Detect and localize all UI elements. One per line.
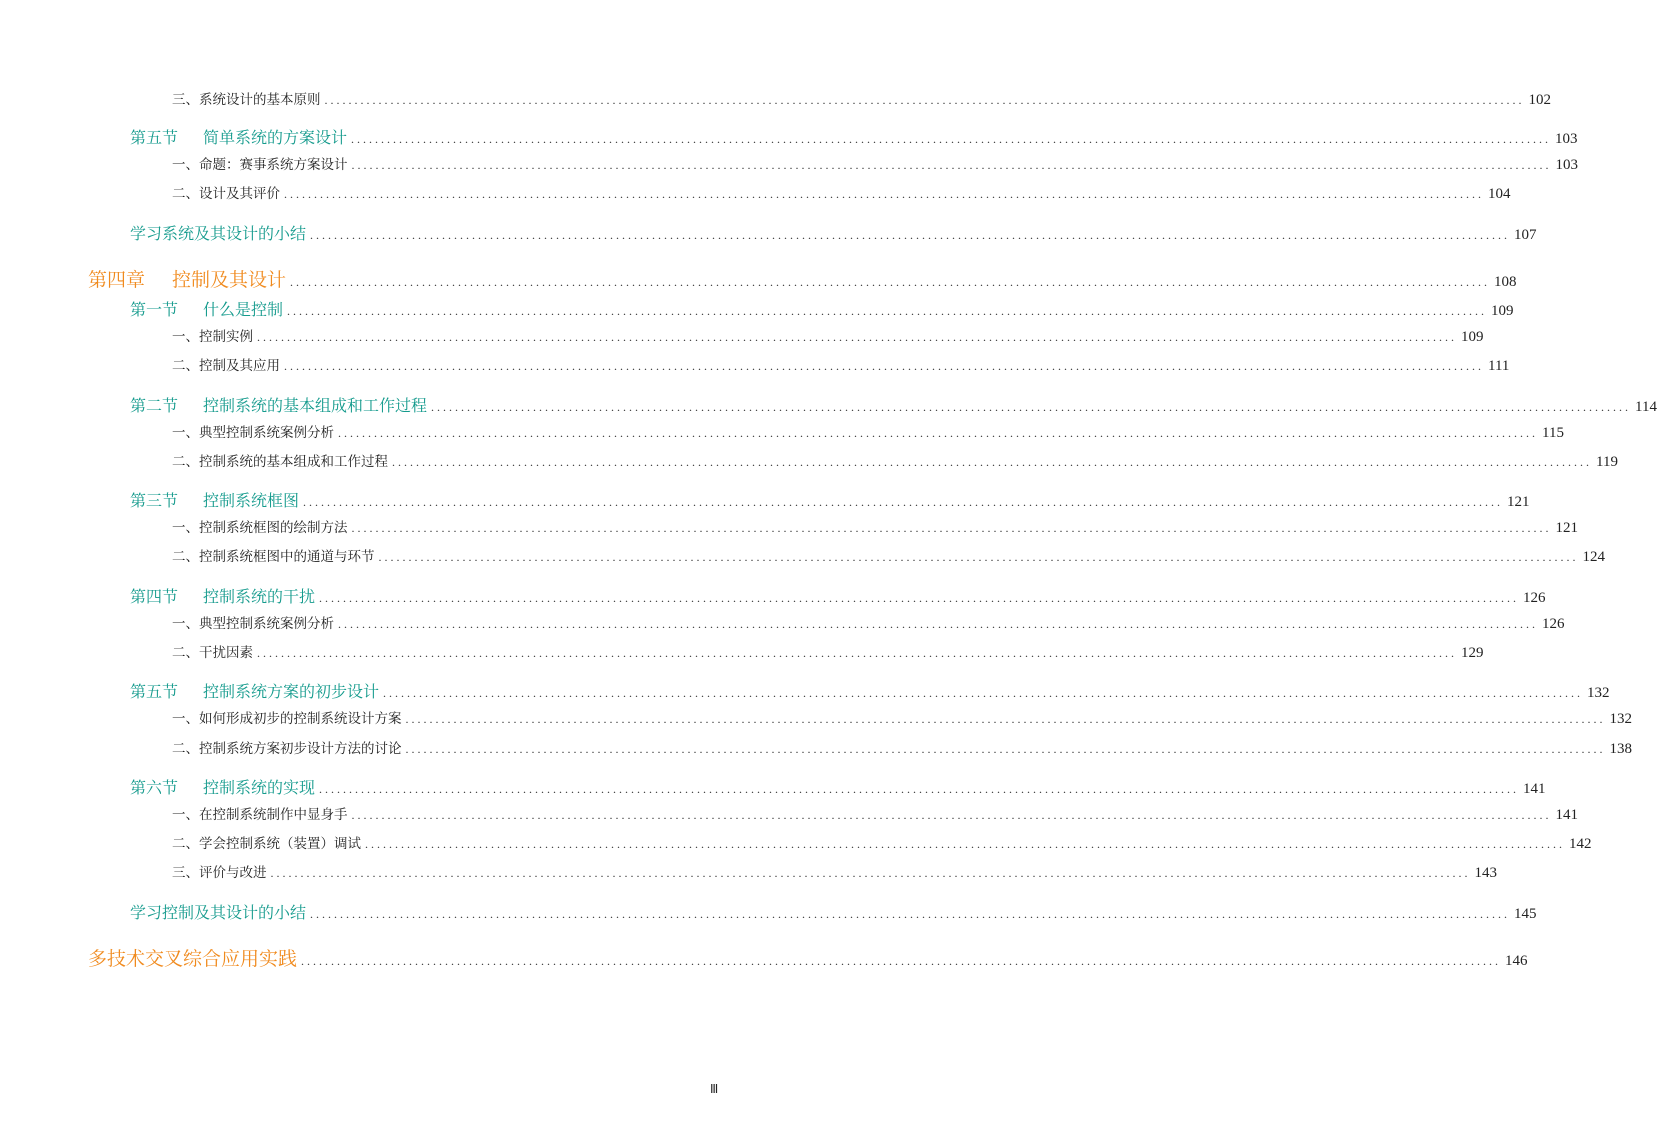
toc-entry-title xyxy=(172,516,348,536)
toc-entry-page-number: 126 xyxy=(1523,590,1546,606)
toc-entry-section[interactable] xyxy=(130,125,1578,148)
toc-entry-title-text: 二、控制系统的基本组成和工作过程 xyxy=(172,454,388,470)
dot-leader: ........................................................................................................................................................................................................ xyxy=(287,304,1488,318)
toc-entry-title-text: 控制系统的基本组成和工作过程 xyxy=(203,396,428,415)
toc-entry-big[interactable] xyxy=(88,944,1528,971)
toc-entry-item[interactable] xyxy=(172,421,1564,442)
toc-entry-title xyxy=(88,265,286,292)
toc-entry-title-text: 一、控制实例 xyxy=(172,329,253,345)
toc-entry-page-number: 145 xyxy=(1514,906,1537,922)
toc-entry-title xyxy=(172,153,348,173)
dot-leader: ........................................................................................................................................................................................................ xyxy=(365,837,1565,851)
toc-entry-number: 第一节 xyxy=(130,300,179,319)
toc-entry-page-number: 109 xyxy=(1491,303,1514,319)
dot-leader: ........................................................................................................................................................................................................ xyxy=(338,426,1538,440)
toc-entry-item[interactable] xyxy=(172,153,1578,174)
toc-entry-section[interactable] xyxy=(130,297,1514,320)
dot-leader: ........................................................................................................................................................................................................ xyxy=(378,550,1579,564)
toc-entry-title xyxy=(172,861,267,881)
toc-entry-title-text: 二、控制及其应用 xyxy=(172,358,280,374)
toc-entry-chapter[interactable] xyxy=(88,265,1517,292)
toc-entry-title xyxy=(172,737,402,757)
toc-entry-title xyxy=(172,450,388,470)
dot-leader: ........................................................................................................................................................................................................ xyxy=(257,330,1457,344)
toc-entry-number: 第六节 xyxy=(130,778,179,797)
toc-entry-page-number: 132 xyxy=(1609,711,1632,727)
toc-entry-title xyxy=(172,182,280,202)
toc-entry-title xyxy=(130,393,427,416)
dot-leader: ........................................................................................................................................................................................................ xyxy=(270,866,1471,880)
toc-entry-page-number: 115 xyxy=(1542,425,1564,441)
toc-entry-page-number: 114 xyxy=(1635,399,1657,415)
toc-entry-item[interactable] xyxy=(172,832,1592,853)
toc-entry-title-text: 三、评价与改进 xyxy=(172,865,267,881)
dot-leader: ........................................................................................................................................................................................................ xyxy=(290,275,1491,289)
toc-entry-title-text: 二、控制系统方案初步设计方法的讨论 xyxy=(172,741,402,757)
dot-leader: ........................................................................................................................................................................................................ xyxy=(284,187,1484,201)
toc-entry-item[interactable] xyxy=(172,545,1605,566)
toc-entry-section[interactable] xyxy=(130,488,1530,511)
toc-entry-title xyxy=(172,612,334,632)
toc-entry-title-text: 一、典型控制系统案例分析 xyxy=(172,425,334,441)
toc-entry-title xyxy=(130,125,347,148)
toc-entry-page-number: 104 xyxy=(1488,186,1511,202)
dot-leader: ........................................................................................................................................................................................................ xyxy=(351,808,1552,822)
toc-entry-title-text: 一、控制系统框图的绘制方法 xyxy=(172,520,348,536)
dot-leader: ........................................................................................................................................................................................................ xyxy=(383,686,1584,700)
toc-entry-section[interactable] xyxy=(130,393,1657,416)
toc-entry-page-number: 121 xyxy=(1507,494,1530,510)
toc-entry-section[interactable] xyxy=(130,679,1610,702)
dot-leader: ........................................................................................................................................................................................................ xyxy=(351,132,1552,146)
toc-entry-section[interactable] xyxy=(130,775,1546,798)
dot-leader: ........................................................................................................................................................................................................ xyxy=(310,228,1511,242)
toc-entry-item[interactable] xyxy=(172,707,1632,728)
dot-leader: ........................................................................................................................................................................................................ xyxy=(284,359,1484,373)
toc-entry-title xyxy=(172,88,321,108)
toc-entry-item[interactable] xyxy=(172,354,1510,375)
toc-entry-title xyxy=(172,354,280,374)
toc-entry-number: 第二节 xyxy=(130,396,179,415)
toc-entry-title-text: 控制系统框图 xyxy=(203,491,300,510)
dot-leader: ........................................................................................................................................................................................................ xyxy=(303,495,1504,509)
toc-entry-title-text: 控制系统的干扰 xyxy=(203,587,316,606)
toc-entry-page-number: 102 xyxy=(1528,92,1551,108)
toc-entry-title-text: 二、控制系统框图中的通道与环节 xyxy=(172,549,375,565)
toc-entry-item[interactable] xyxy=(172,803,1578,824)
toc-entry-section[interactable] xyxy=(130,584,1546,607)
toc-entry-title-text: 什么是控制 xyxy=(203,300,284,319)
toc-entry-number: 第四节 xyxy=(130,587,179,606)
toc-entry-title xyxy=(172,641,253,661)
toc-entry-item[interactable] xyxy=(172,861,1497,882)
toc-entry-title-text: 多技术交叉综合应用实践 xyxy=(88,948,298,970)
toc-entry-title xyxy=(130,775,315,798)
toc-entry-section[interactable] xyxy=(130,221,1537,244)
toc-entry-section[interactable] xyxy=(130,900,1537,923)
toc-entry-page-number: 142 xyxy=(1569,836,1592,852)
toc-entry-number: 第五节 xyxy=(130,128,179,147)
toc-entry-title-text: 二、学会控制系统（装置）调试 xyxy=(172,836,361,852)
toc-entry-title-text: 控制系统的实现 xyxy=(203,778,316,797)
dot-leader: ........................................................................................................................................................................................................ xyxy=(324,93,1525,107)
page-number: Ⅲ xyxy=(710,1082,719,1096)
toc-entry-page-number: 138 xyxy=(1609,741,1632,757)
toc-entry-page-number: 109 xyxy=(1461,329,1484,345)
toc-entry-title xyxy=(172,545,375,565)
toc-entry-page-number: 143 xyxy=(1474,865,1497,881)
toc-entry-title xyxy=(130,584,315,607)
toc-entry-title-text: 一、命题：赛事系统方案设计 xyxy=(172,157,348,173)
toc-entry-item[interactable] xyxy=(172,325,1484,346)
toc-entry-title xyxy=(130,900,306,923)
toc-entry-title-text: 控制及其设计 xyxy=(172,269,287,291)
toc-entry-title-text: 一、在控制系统制作中显身手 xyxy=(172,807,348,823)
toc-entry-page-number: 111 xyxy=(1488,358,1510,374)
toc-entry-item[interactable] xyxy=(172,641,1484,662)
toc-entry-page-number: 103 xyxy=(1555,131,1578,147)
toc-entry-title xyxy=(172,803,348,823)
dot-leader: ........................................................................................................................................................................................................ xyxy=(405,742,1606,756)
dot-leader: ........................................................................................................................................................................................................ xyxy=(392,455,1592,469)
toc-entry-title xyxy=(88,944,297,971)
toc-entry-title-text: 简单系统的方案设计 xyxy=(203,128,348,147)
toc-entry-title xyxy=(172,707,402,727)
toc-entry-title-text: 二、干扰因素 xyxy=(172,645,253,661)
toc-entry-item[interactable] xyxy=(172,450,1618,471)
dot-leader: ........................................................................................................................................................................................................ xyxy=(351,521,1552,535)
toc-entry-page-number: 126 xyxy=(1542,616,1565,632)
dot-leader: ........................................................................................................................................................................................................ xyxy=(257,646,1457,660)
dot-leader: ........................................................................................................................................................................................................ xyxy=(319,591,1520,605)
toc-entry-page-number: 141 xyxy=(1523,781,1546,797)
toc-entry-page-number: 103 xyxy=(1555,157,1578,173)
toc-entry-number: 第四章 xyxy=(88,269,146,291)
toc-entry-title xyxy=(130,221,306,244)
toc-entry-title-text: 控制系统方案的初步设计 xyxy=(203,682,380,701)
toc-entry-page-number: 132 xyxy=(1587,685,1610,701)
toc-entry-title xyxy=(172,325,253,345)
dot-leader: ........................................................................................................................................................................................................ xyxy=(351,158,1552,172)
toc-entry-item[interactable] xyxy=(172,516,1578,537)
toc-entry-page-number: 108 xyxy=(1494,274,1517,290)
toc-entry-item[interactable] xyxy=(172,182,1511,203)
dot-leader: ........................................................................................................................................................................................................ xyxy=(405,712,1606,726)
toc-entry-item[interactable] xyxy=(172,88,1551,109)
toc-entry-title xyxy=(130,679,379,702)
dot-leader: ........................................................................................................................................................................................................ xyxy=(431,400,1632,414)
toc-entry-number: 第五节 xyxy=(130,682,179,701)
toc-entry-title-text: 一、如何形成初步的控制系统设计方案 xyxy=(172,711,402,727)
toc-entry-title xyxy=(130,297,283,320)
toc-entry-title xyxy=(130,488,299,511)
toc-entry-page-number: 121 xyxy=(1555,520,1578,536)
toc-entry-title-text: 学习系统及其设计的小结 xyxy=(130,224,307,243)
toc-entry-page-number: 124 xyxy=(1582,549,1605,565)
dot-leader: ........................................................................................................................................................................................................ xyxy=(319,782,1520,796)
toc-entry-title-text: 一、典型控制系统案例分析 xyxy=(172,616,334,632)
toc-entry-item[interactable] xyxy=(172,612,1565,633)
dot-leader: ........................................................................................................................................................................................................ xyxy=(301,954,1502,968)
dot-leader: ........................................................................................................................................................................................................ xyxy=(338,617,1538,631)
toc-entry-title-text: 二、设计及其评价 xyxy=(172,186,280,202)
toc-entry-title xyxy=(172,421,334,441)
dot-leader: ........................................................................................................................................................................................................ xyxy=(310,907,1511,921)
toc-entry-page-number: 129 xyxy=(1461,645,1484,661)
toc-entry-page-number: 107 xyxy=(1514,227,1537,243)
toc-entry-number: 第三节 xyxy=(130,491,179,510)
toc-entry-title-text: 学习控制及其设计的小结 xyxy=(130,903,307,922)
toc-entry-page-number: 119 xyxy=(1596,454,1618,470)
toc-entry-page-number: 141 xyxy=(1555,807,1578,823)
toc-entry-title-text: 三、系统设计的基本原则 xyxy=(172,92,321,108)
toc-entry-title xyxy=(172,832,361,852)
toc-entry-page-number: 146 xyxy=(1505,953,1528,969)
toc-entry-item[interactable] xyxy=(172,737,1632,758)
